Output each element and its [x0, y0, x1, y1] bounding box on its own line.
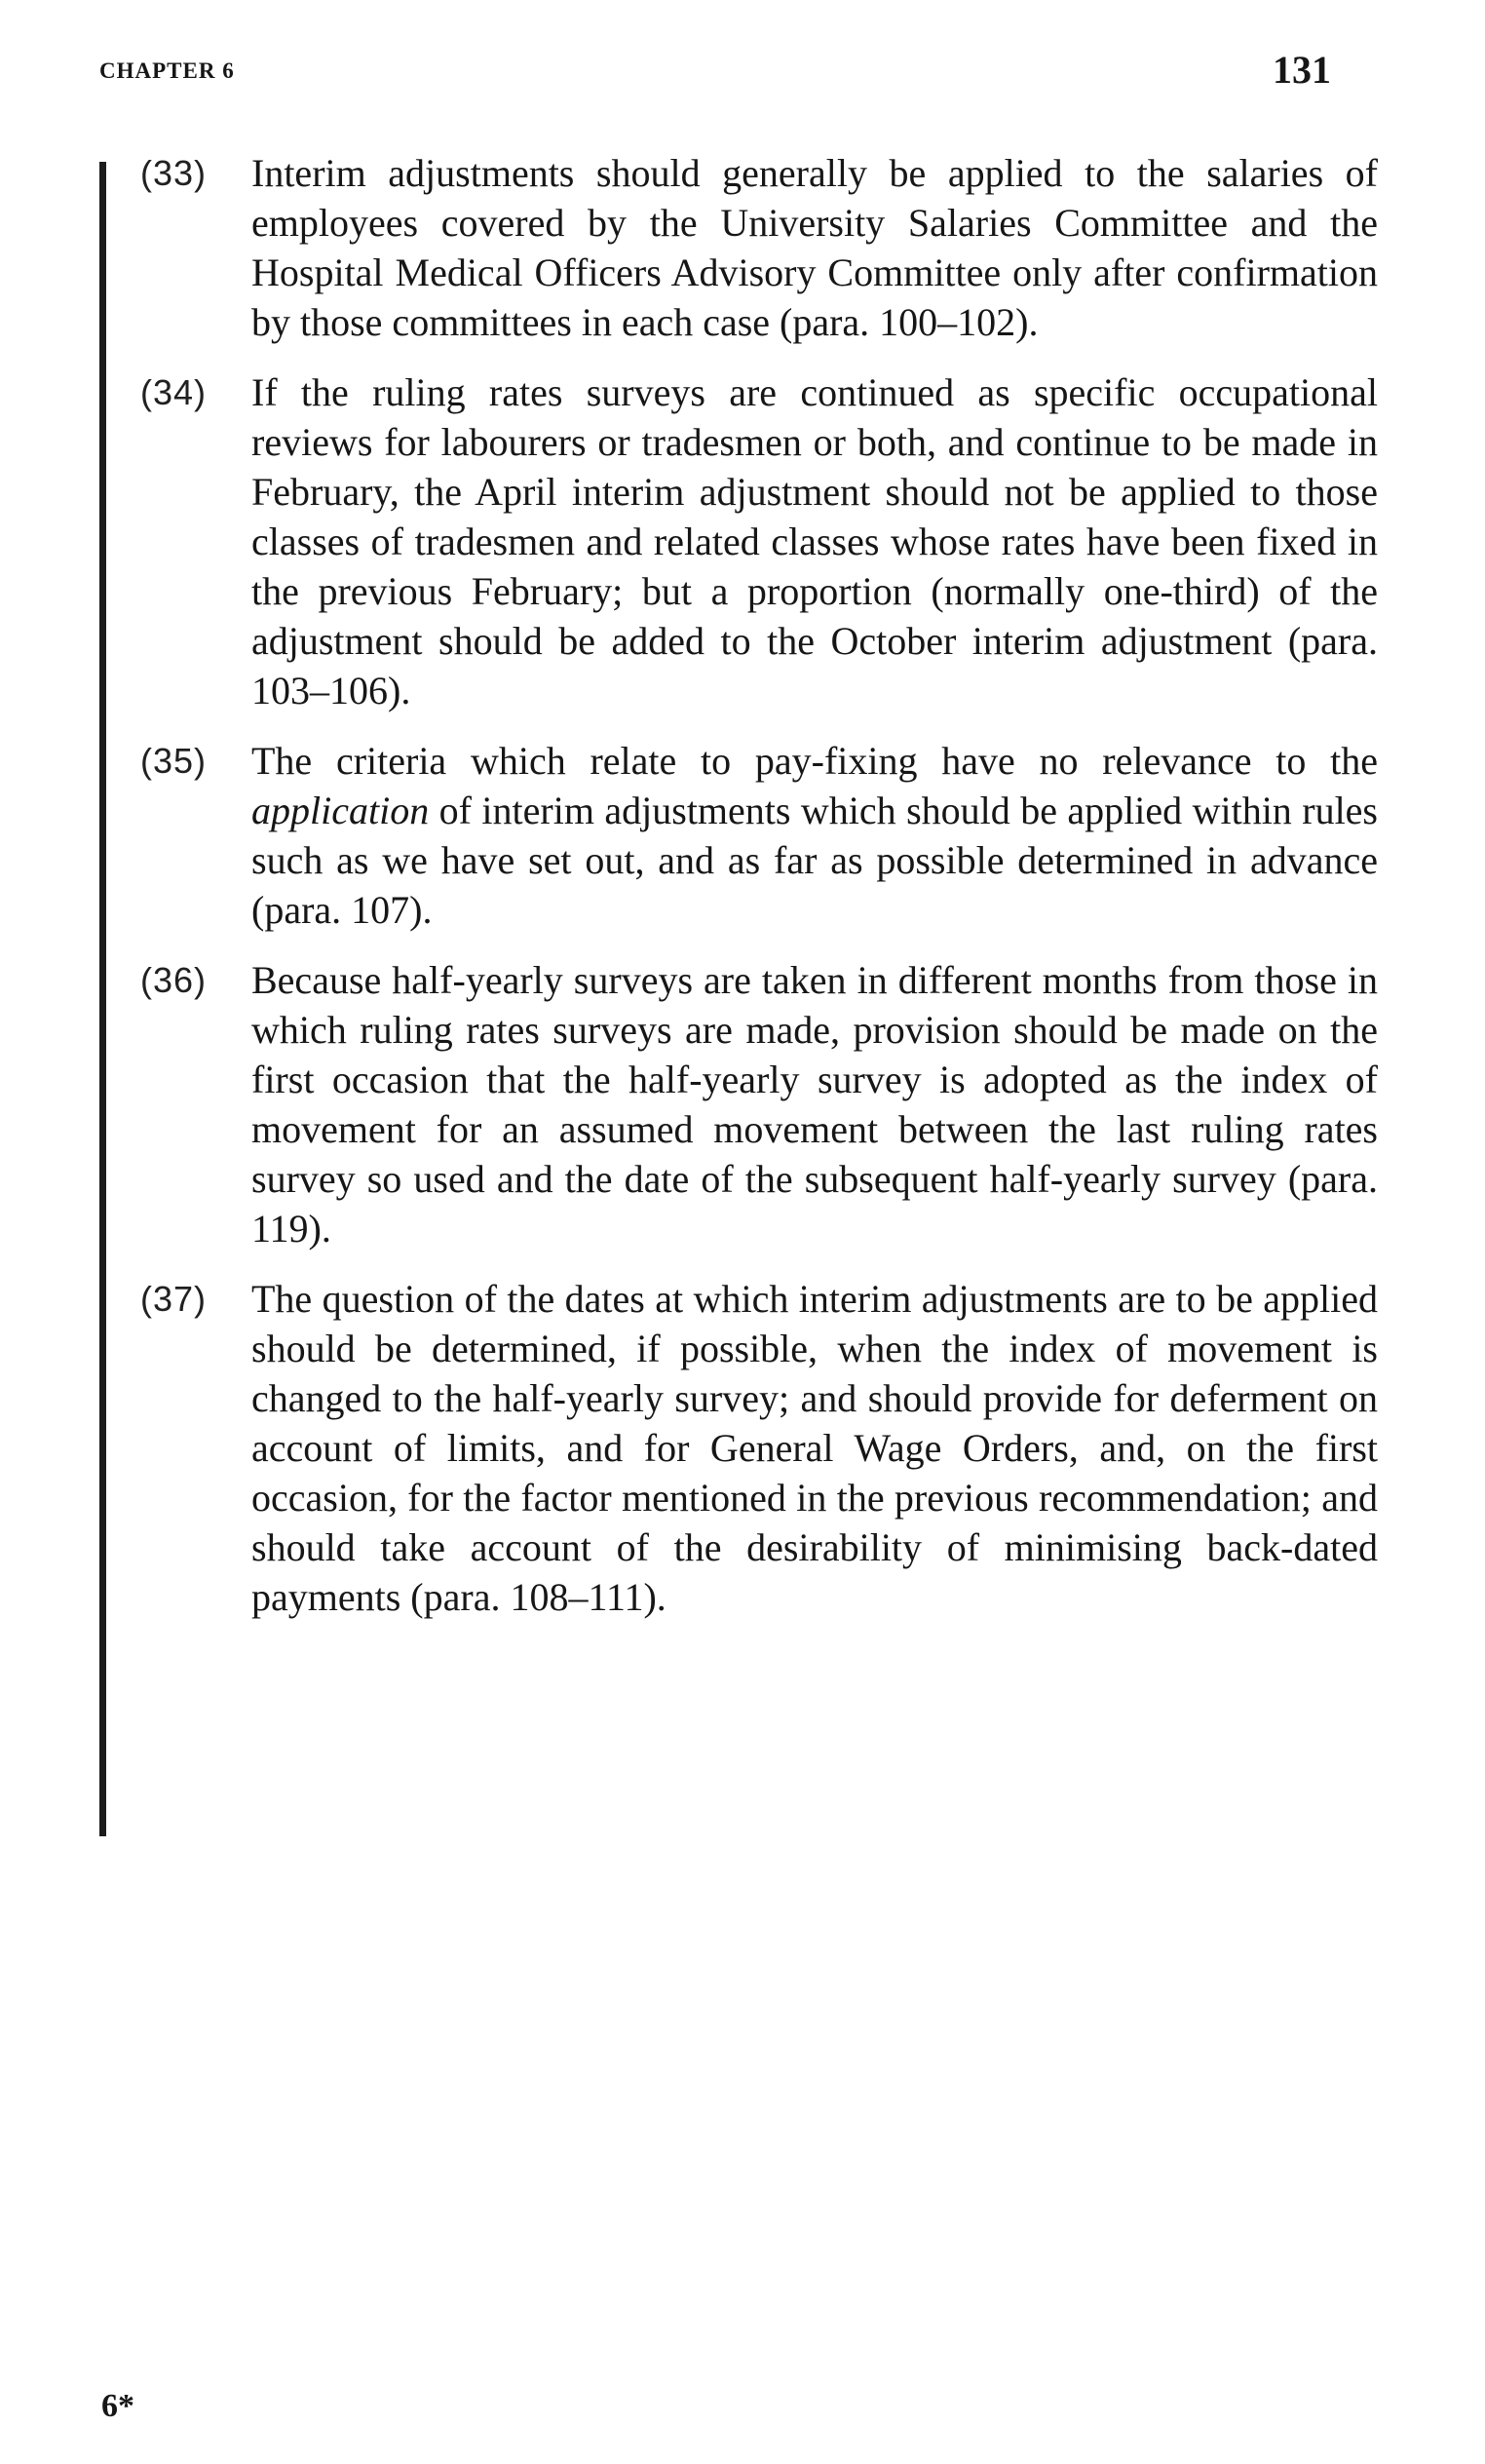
recommendations-list	[140, 148, 1378, 1622]
recommendation-33	[140, 148, 1378, 347]
recommendation-34	[140, 367, 1378, 715]
recommendation-text	[251, 739, 1378, 932]
recommendation-number: (33)	[140, 153, 208, 193]
recommendation-number: (35)	[140, 741, 208, 781]
recommendation-text: Interim adjustments should generally be applied to the salaries of employees covered by the University Salaries Committee and the Hospital Medical Officers Advisory Committee only after confirmation by those committees in each case (para. 100–102).	[251, 151, 1378, 344]
recommendation-number: (37)	[140, 1279, 208, 1319]
printer-signature-mark: 6*	[101, 2388, 134, 2424]
margin-change-bar	[99, 162, 106, 1836]
recommendation-text: If the ruling rates surveys are continued as specific occupational reviews for labourers or tradesmen or both, and continue to be made in February, the April interim adjustment should not be applied to those classes of tradesmen and related classes whose rates have been fixed in the previous February; but a proportion (normally one-third) of the adjustment should be added to the October interim adjustment (para. 103–106).	[251, 370, 1378, 712]
recommendation-number: (34)	[140, 372, 208, 412]
recommendation-text: Because half-yearly surveys are taken in different months from those in which ruling rates surveys are made, provision should be made on the first occasion that the half-yearly survey is adopted as the index of movement for an assumed movement between the last ruling rates survey so used and the date of the subsequent half-yearly survey (para. 119).	[251, 958, 1378, 1251]
page-number: 131	[1273, 48, 1331, 92]
recommendation-text: The question of the dates at which interim adjustments are to be applied should be determined, if possible, when the index of movement is changed to the half-yearly survey; and should provide for deferment on account of limits, and for General Wage Orders, and, on the first occasion, for the factor mentioned in the previous recommendation; and should take account of the desirability of minimising back-dated payments (para. 108–111).	[251, 1277, 1378, 1619]
recommendation-35	[140, 736, 1378, 935]
recommendation-text-part: of interim adjustments which should be applied within rules such as we have set out, and as far as possible determined in advance (para. 107).	[251, 789, 1378, 932]
recommendation-37	[140, 1274, 1378, 1622]
running-head: CHAPTER 6	[99, 58, 235, 83]
recommendation-emphasis: application	[251, 789, 430, 832]
recommendation-36	[140, 955, 1378, 1253]
recommendation-number: (36)	[140, 960, 208, 1000]
recommendation-text-part: The criteria which relate to pay-fixing have no relevance to the	[251, 739, 1378, 783]
